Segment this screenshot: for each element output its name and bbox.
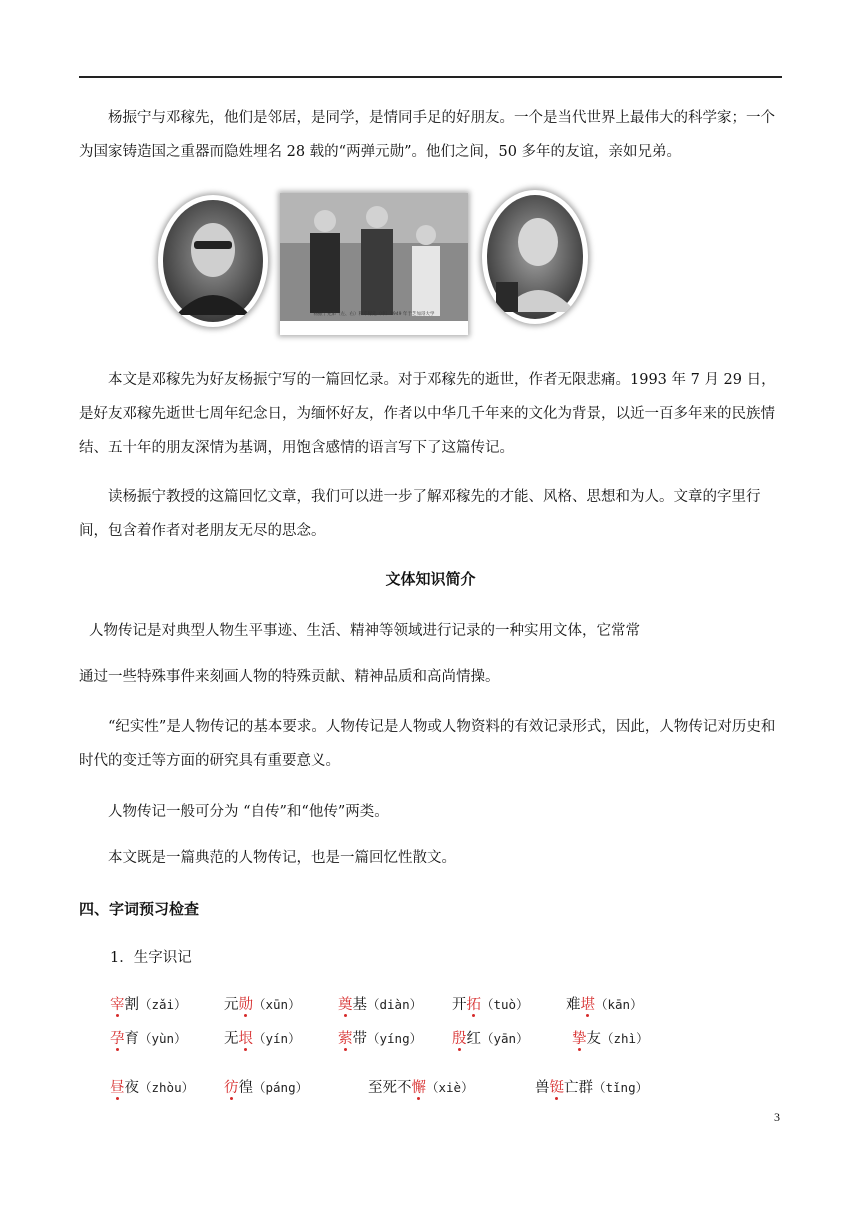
vocab-item: 孕育（yùn） <box>110 1031 187 1047</box>
vocab-item: 无垠（yín） <box>224 1031 301 1047</box>
genre-paragraph-2: “纪实性”是人物传记的基本要求。人物传记是人物或人物资料的有效记录形式，因此，人物传记对历史和时代的变迁等方面的研究具有重要意义。 <box>79 719 776 769</box>
paragraph-2: 本文是邓稼先为好友杨振宁写的一篇回忆录。对于邓稼先的逝世，作者无限悲痛。1993 年 7 月 29 日，是好友邓稼先逝世七周年纪念日，为缅怀好友，作者以中华几千年来的文化为背景，以近一百多年来的民族情结、五十年的朋友深情为基调，用饱含感情的语言写下了这篇传记。 <box>79 372 776 456</box>
vocab-item: 萦带（yíng） <box>338 1031 423 1047</box>
genre-paragraph-3: 人物传记一般可分为 “自传”和“他传”两类。 <box>108 804 389 820</box>
vocab-item: 宰割（zǎi） <box>110 997 187 1013</box>
genre-heading: 文体知识简介 <box>385 570 476 588</box>
vocab-item: 奠基（diàn） <box>338 997 423 1013</box>
vocab-item: 至死不懈（xiè） <box>368 1080 474 1096</box>
genre-paragraph-1b: 通过一些特殊事件来刻画人物的特殊贡献、精神品质和高尚情操。 <box>79 669 500 685</box>
vocab-item: 彷徨（páng） <box>224 1080 309 1096</box>
vocab-item: 挚友（zhì） <box>572 1031 649 1047</box>
vocab-item: 难堪（kān） <box>566 997 643 1013</box>
paragraph-3: 读杨振宁教授的这篇回忆文章，我们可以进一步了解邓稼先的才能、风格、思想和为人。文章的字里行间，包含着作者对老朋友无尽的思念。 <box>79 489 761 539</box>
vocab-item: 开拓（tuò） <box>452 997 529 1013</box>
genre-paragraph-1a: 人物传记是对典型人物生平事迹、生活、精神等领域进行记录的一种实用文体，它常常 <box>89 623 640 639</box>
vocab-item: 殷红（yān） <box>452 1031 529 1047</box>
portrait-deng-photo <box>482 190 588 324</box>
subsection-title: 1．生字识记 <box>110 950 192 966</box>
group-photo-caption: 杨振宁兄弟（左、右）和邓稼先（中）1949 年于芝加哥大学 <box>313 312 435 317</box>
intro-paragraph: 杨振宁与邓稼先，他们是邻居，是同学，是情同手足的好朋友。一个是当代世界上最伟大的科学家；一个为国家铸造国之重器而隐姓埋名 28 载的“两弹元勋”。他们之间，50 多年的友谊，亲如兄弟。 <box>79 110 775 160</box>
vocab-item: 兽铤亡群（tǐng） <box>535 1080 649 1096</box>
portrait-yang-photo <box>158 195 268 327</box>
section-four-title: 四、字词预习检查 <box>79 900 200 918</box>
genre-paragraph-4: 本文既是一篇典范的人物传记，也是一篇回忆性散文。 <box>108 850 456 866</box>
page-number: 3 <box>774 1110 780 1124</box>
group-photo <box>280 193 468 335</box>
vocab-item: 元勋（xūn） <box>224 997 301 1013</box>
vocab-item: 昼夜（zhòu） <box>110 1080 195 1096</box>
header-rule <box>79 76 782 78</box>
